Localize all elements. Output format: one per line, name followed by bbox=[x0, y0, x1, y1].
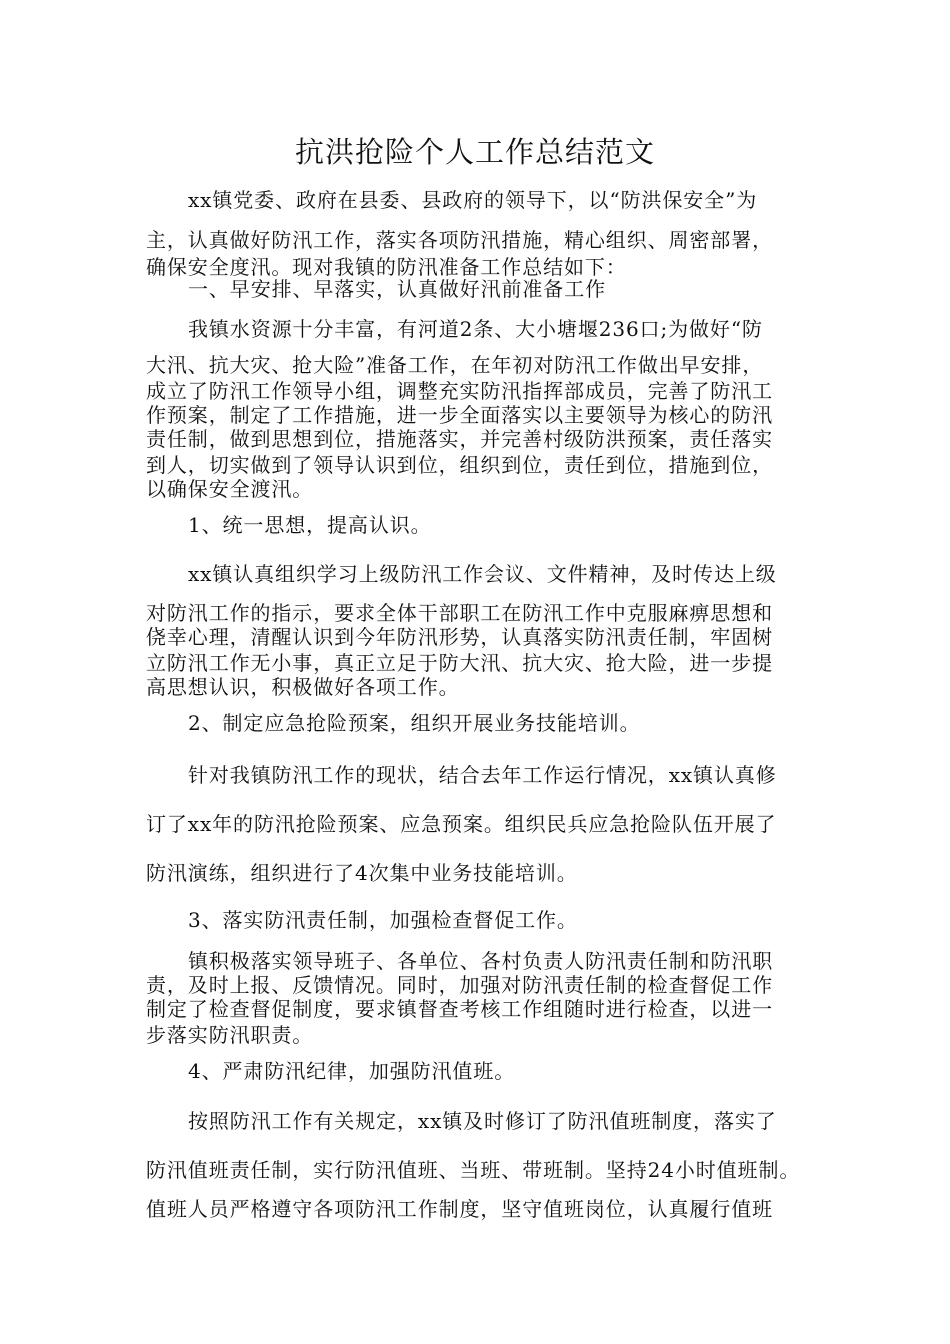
text-line: 责，及时上报、反馈情况。同时，加强对防汛责任制的检查督促工作 bbox=[146, 973, 773, 997]
text-line: 针对我镇防汛工作的现状，结合去年工作运行情况，xx镇认真修 bbox=[188, 763, 777, 787]
subsection-heading: 2、制定应急抢险预案，组织开展业务技能培训。 bbox=[188, 711, 641, 735]
section-heading: 一、早安排、早落实，认真做好汛前准备工作 bbox=[188, 277, 606, 301]
text-line: 立防汛工作无小事，真正立足于防大汛、抗大灾、抢大险，进一步提 bbox=[146, 651, 773, 675]
text-line: 制定了检查督促制度，要求镇督查考核工作组随时进行检查，以进一 bbox=[146, 997, 773, 1021]
subsection-heading: 3、落实防汛责任制，加强检查督促工作。 bbox=[188, 908, 578, 932]
text-line: 步落实防汛职责。 bbox=[146, 1023, 314, 1047]
text-line: 以确保安全渡汛。 bbox=[146, 477, 314, 501]
text-line: 主，认真做好防汛工作，落实各项防汛措施，精心组织、周密部署， bbox=[146, 228, 773, 252]
text-line: 确保安全度汛。现对我镇的防汛准备工作总结如下： bbox=[146, 255, 627, 279]
text-line: 责任制，做到思想到位，措施落实，并完善村级防洪预案，责任落实 bbox=[146, 427, 773, 451]
text-line: 防汛演练，组织进行了4次集中业务技能培训。 bbox=[146, 861, 578, 885]
text-line: 按照防汛工作有关规定，xx镇及时修订了防汛值班制度，落实了 bbox=[188, 1109, 777, 1133]
document-title: 抗洪抢险个人工作总结范文 bbox=[294, 135, 655, 169]
text-line: 高思想认识，积极做好各项工作。 bbox=[146, 675, 460, 699]
subsection-heading: 4、严肃防汛纪律，加强防汛值班。 bbox=[188, 1059, 516, 1083]
text-line: 到人，切实做到了领导认识到位，组织到位，责任到位，措施到位， bbox=[146, 453, 773, 477]
text-line: 防汛值班责任制，实行防汛值班、当班、带班制。坚持24小时值班制。 bbox=[146, 1158, 801, 1182]
text-line: 订了xx年的防汛抢险预案、应急预案。组织民兵应急抢险队伍开展了 bbox=[146, 812, 777, 836]
text-line: xx镇党委、政府在县委、县政府的领导下，以“防洪保安全”为 bbox=[188, 188, 758, 212]
text-line: 大汛、抗大灾、抢大险”准备工作，在年初对防汛工作做出早安排， bbox=[146, 353, 764, 377]
text-line: 对防汛工作的指示，要求全体干部职工在防汛工作中克服麻痹思想和 bbox=[146, 601, 773, 625]
text-line: 镇积极落实领导班子、各单位、各村负责人防汛责任制和防汛职 bbox=[188, 949, 774, 973]
text-line: 值班人员严格遵守各项防汛工作制度，坚守值班岗位，认真履行值班 bbox=[146, 1197, 773, 1221]
text-line: 我镇水资源十分丰富，有河道2条、大小塘堰236口;为做好“防 bbox=[188, 317, 763, 341]
text-line: 侥幸心理，清醒认识到今年防汛形势，认真落实防汛责任制，牢固树 bbox=[146, 625, 773, 649]
text-line: 作预案，制定了工作措施，进一步全面落实以主要领导为核心的防汛 bbox=[146, 403, 773, 427]
subsection-heading: 1、统一思想，提高认识。 bbox=[188, 513, 432, 537]
text-line: 成立了防汛工作领导小组，调整充实防汛指挥部成员，完善了防汛工 bbox=[146, 379, 773, 403]
text-line: xx镇认真组织学习上级防汛工作会议、文件精神，及时传达上级 bbox=[188, 562, 777, 586]
